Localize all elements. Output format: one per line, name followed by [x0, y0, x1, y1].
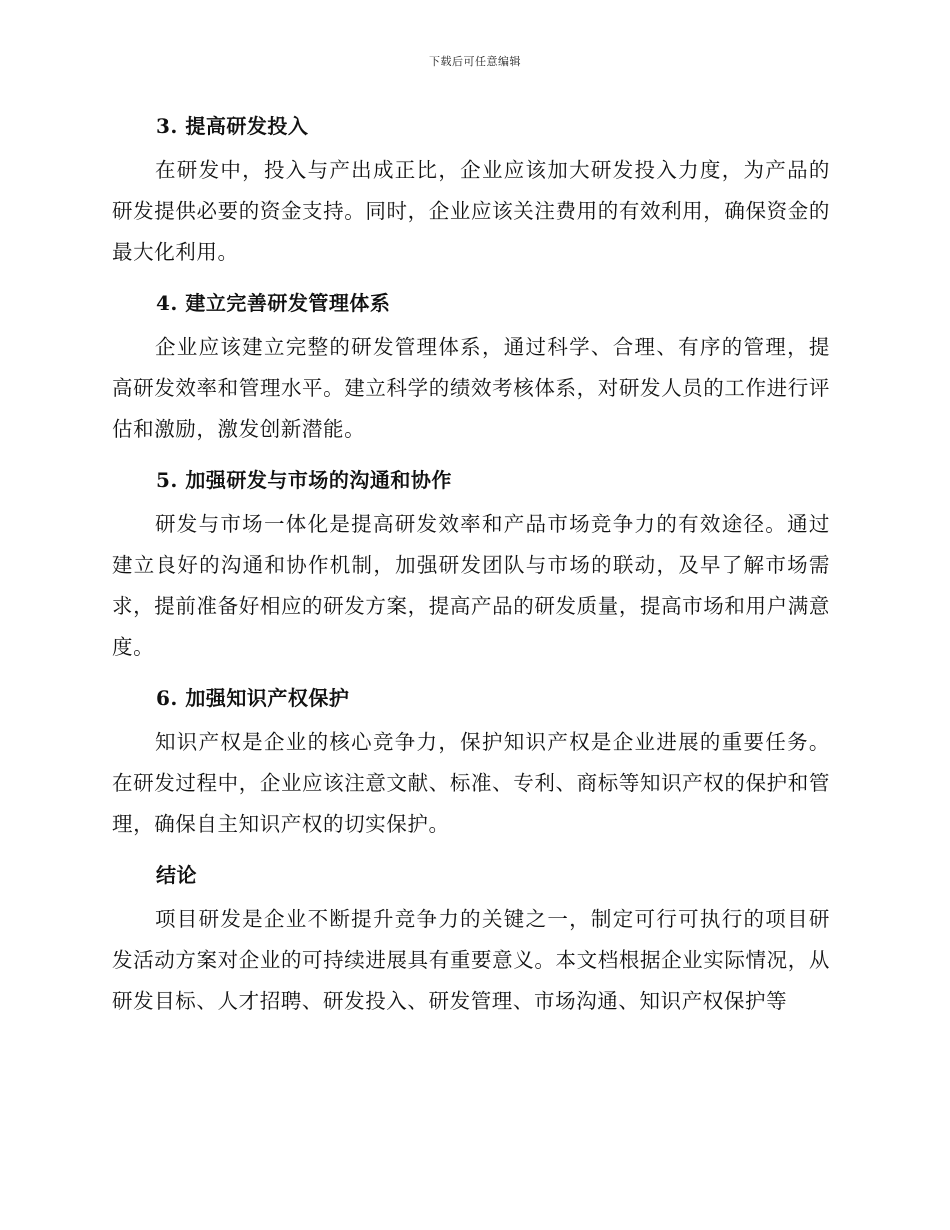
- section-heading: 5. 加强研发与市场的沟通和协作: [156, 468, 452, 492]
- section-heading: 6. 加强知识产权保护: [156, 686, 350, 710]
- section-market-collaboration: [112, 458, 830, 668]
- section-heading: 3. 提高研发投入: [156, 114, 309, 138]
- section-intellectual-property: [112, 676, 830, 845]
- section-management-system: [112, 281, 830, 450]
- section-paragraph: 项目研发是企业不断提升竞争力的关键之一，制定可行可执行的项目研发活动方案对企业的可持续进展具有重要意义。本文档根据企业实际情况，从研发目标、人才招聘、研发投入、研发管理、市场沟通、知识产权保护等: [112, 907, 830, 1013]
- section-paragraph: 研发与市场一体化是提高研发效率和产品市场竞争力的有效途径。通过建立良好的沟通和协作机制，加强研发团队与市场的联动，及早了解市场需求，提前准备好相应的研发方案，提高产品的研发质量，提高市场和用户满意度。: [112, 512, 830, 659]
- section-paragraph: 企业应该建立完整的研发管理体系，通过科学、合理、有序的管理，提高研发效率和管理水平。建立科学的绩效考核体系，对研发人员的工作进行评估和激励，激发创新潜能。: [112, 335, 830, 441]
- section-research-investment: [112, 104, 830, 273]
- page-header: 下载后可任意编辑: [429, 55, 521, 68]
- document-body: [112, 104, 830, 1030]
- section-paragraph: 在研发中，投入与产出成正比，企业应该加大研发投入力度，为产品的研发提供必要的资金支持。同时，企业应该关注费用的有效利用，确保资金的最大化利用。: [112, 158, 830, 264]
- section-heading: 4. 建立完善研发管理体系: [156, 291, 391, 315]
- section-paragraph: 知识产权是企业的核心竞争力，保护知识产权是企业进展的重要任务。在研发过程中，企业应该注意文献、标准、专利、商标等知识产权的保护和管理，确保自主知识产权的切实保护。: [112, 730, 830, 836]
- section-conclusion: [112, 853, 830, 1022]
- section-heading: 结论: [156, 863, 197, 887]
